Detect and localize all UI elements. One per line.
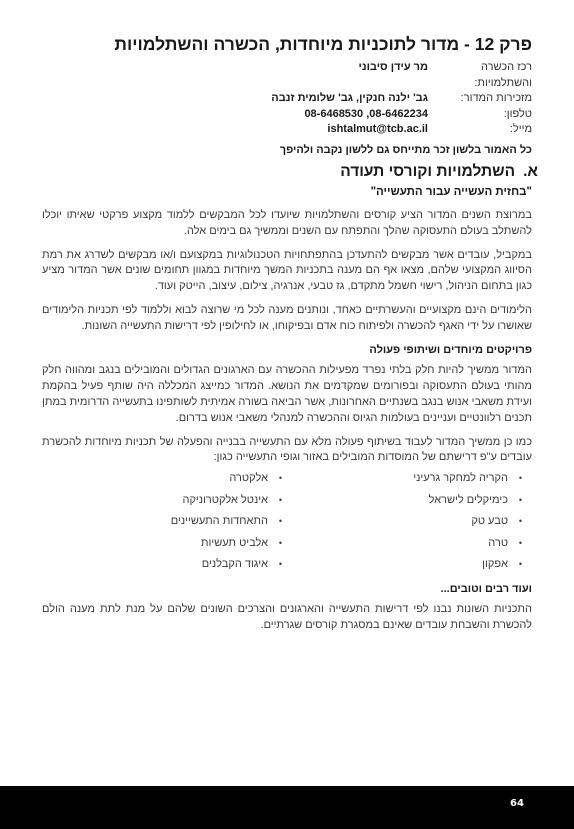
contact-label: מייל: xyxy=(509,123,532,136)
list-item: • טבע טק xyxy=(342,511,522,533)
section-body xyxy=(42,208,532,642)
list-item: • הקריה למחקר גרעיני xyxy=(342,468,522,490)
contact-label: טלפון: xyxy=(503,107,532,120)
list-item: • אפקון xyxy=(342,554,522,576)
list-item: • איגוד הקבלנים xyxy=(102,554,282,576)
paragraph: במקביל, עובדים אשר מבקשים להתעדכן בהתפתחויות הטכנולוגיות במקצועם ו/או מבקשים לשדרג את רמת הסיווג המקצועי שלהם, מצאו אף הם מענה בתכניות המשך מיוחדות במגוון תחומים שונים אשר המדור מציע כגון בתחום הניהול, רישוי חשמל מתקדם, גז טבעי, אנרגיה, צילום, עיצוב, הייטק ועוד. xyxy=(42,248,532,293)
email-address[interactable]: ishtalmut@tcb.ac.il xyxy=(327,123,428,136)
list-item: • כימיקלים לישראל xyxy=(342,490,522,512)
contact-block xyxy=(202,60,532,138)
list-item: • אינטל אלקטרוניקה xyxy=(102,490,282,512)
contact-row-phone xyxy=(202,107,532,123)
partners-column-right xyxy=(342,468,522,576)
contact-label: מזכירות המדור: xyxy=(460,92,532,105)
section-heading xyxy=(340,163,538,181)
paragraph: במרוצת השנים המדור הציע קורסים והשתלמויות שיועדו לכל המבקשים ללמוד מקצוע פרקטי שאיתו יוכלו להשתלב בעולם התעסוקה שהלך והתפתח עם השנים וממשיך גם בימים אלה. xyxy=(42,209,532,237)
section-subtitle: "בחזית העשייה עבור התעשייה" xyxy=(370,186,532,198)
chapter-title: פרק 12 - מדור לתוכניות מיוחדות, הכשרה והשתלמויות xyxy=(114,34,532,54)
list-item: • אלקטרה xyxy=(102,468,282,490)
contact-row-secretariat xyxy=(202,91,532,107)
projects-heading: פרויקטים מיוחדים ושיתופי פעולה xyxy=(369,343,532,356)
paragraph: התכניות השונות נבנו לפי דרישות התעשייה והארגונים והצרכים השונים שלהם על מנת לתת מענה הולם להכשרת והשבחת עובדים שאינם במסגרת קורסים שגרתיים. xyxy=(42,603,532,632)
partners-list xyxy=(42,468,532,576)
section-letter: א. xyxy=(523,163,538,180)
contact-value: גב' ילנה חנקין, גב' שלומית זנבה xyxy=(271,92,428,105)
more-heading: ועוד רבים וטובים... xyxy=(440,582,532,595)
list-item: • התאחדות התעשיינים xyxy=(102,511,282,533)
list-item: • טרה xyxy=(342,533,522,555)
paragraph: הלימודים הינם מקצועיים והעשרתיים כאחד, ונותנים מענה לכל מי שרוצה לבוא וללמוד לפי תכניות הלימודים שאושרו על ידי האגף להכשרה ולפיתוח כוח אדם ובפיקוחו, או לחילופין לפי דרישות התעשייה השונות. xyxy=(42,303,532,332)
section-heading-text: השתלמויות וקורסי תעודה xyxy=(340,163,516,180)
contact-row-email xyxy=(202,122,532,138)
contact-row-coordinator xyxy=(202,60,532,91)
gender-note: כל האמור בלשון זכר מתייחס גם ללשון נקבה ולהיפך xyxy=(279,144,532,156)
paragraph: המדור ממשיך להיות חלק בלתי נפרד מפעילות ההכשרה עם הארגונים הגדולים והמובילים בנגב ומהווה חלק מהותי בעולם התעסוקה ובפורומים שמקדמים את הנושא. המדור כמייצג המכללה היה שותף פעיל בהקמת ועידת משאבי אנוש בנגב בשנתיים האחרונות, אשר הביאה בשורה אמיתית לשותפינו בתעשייה הדרומית במתן תכנים רלוונטיים ועניינים בעולמות הגיוס וההכשרה למנהלי משאבי אנוש בדרום. xyxy=(42,364,532,424)
contact-label: רכז הכשרה והשתלמויות: xyxy=(474,61,532,89)
contact-value: מר עידן סיבוני xyxy=(358,61,428,73)
footer-bar xyxy=(0,786,574,829)
list-item: • אלביט תעשיות xyxy=(102,533,282,555)
phone-numbers: 08-6468530 ,08-6462234 xyxy=(304,107,428,120)
page-number: 64 xyxy=(510,798,524,809)
paragraph: כמו כן ממשיך המדור לעבוד בשיתוף פעולה מלא עם התעשייה בבנייה והפעלה של תכניות מיוחדות להכשרת עובדים ע"פ דרישתם של המוסדות המובילים באזור וגופי התעשייה כגון: xyxy=(42,435,532,464)
partners-column-left xyxy=(102,468,282,576)
